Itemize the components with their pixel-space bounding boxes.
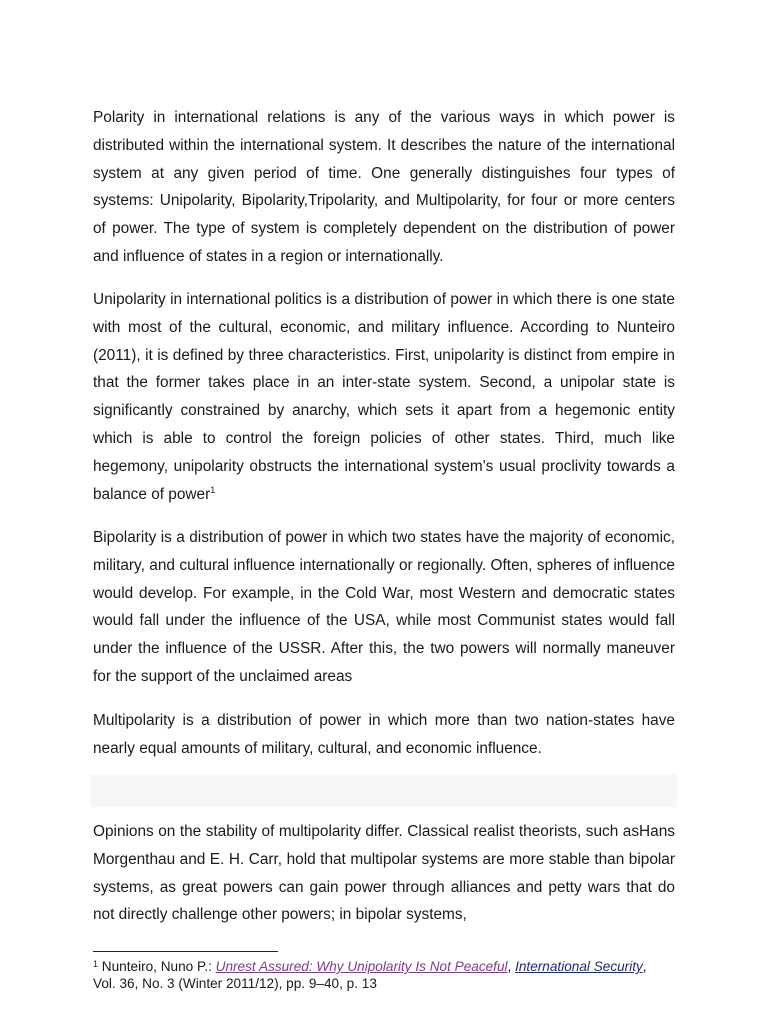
empty-shaded-block [90, 774, 677, 807]
paragraph-unipolarity-text: Unipolarity in international politics is a distribution of power in which there is one state with most of the cultural, economic, and military influence. According to Nunteiro (2011), it is defined by three characteristics. First, unipolarity is distinct from empire in that the former takes place in an inter-state system. Second, a unipolar state is significantly constrained by anarchy, which sets it apart from a hegemonic entity which is able to control the foreign policies of other states. Third, much like hegemony, unipolarity obstructs the international system's usual proclivity towards a balance of power [93, 291, 675, 503]
footnote-separator-text: , [507, 959, 516, 974]
paragraph-stability: Opinions on the stability of multipolarity differ. Classical realist theorists, such asHans Morgenthau and E. H. Carr, hold that multipolar systems are more stable than bipolar systems, as great powers can gain power through alliances and petty wars that do not directly challenge other powers; in bipolar systems, [93, 823, 675, 924]
paragraph-polarity: Polarity in international relations is any of the various ways in which power is distributed within the international system. It describes the nature of the international system at any given period of time. One generally distinguishes four types of systems: Unipolarity, Bipolarity,Tripolarity, and Multipolarity, for four or more centers of power. The type of system is completely dependent on the distribution of power and influence of states in a region or internationally. [93, 109, 675, 265]
paragraph-unipolarity [93, 286, 675, 508]
footnote-details: , Vol. 36, No. 3 (Winter 2011/12), pp. 9–40, p. 13 [93, 959, 647, 991]
footnote-reference[interactable]: 1 [210, 484, 216, 495]
footnote-marker: 1 [93, 959, 99, 969]
article-title-link[interactable]: Unrest Assured: Why Unipolarity Is Not Peaceful [215, 959, 508, 974]
footnote [93, 958, 653, 992]
paragraph-multipolarity: Multipolarity is a distribution of power in which more than two nation-states have nearly equal amounts of military, cultural, and economic influence. [93, 712, 675, 757]
footnote-author: Nunteiro, Nuno P.: [98, 959, 216, 974]
paragraph-bipolarity: Bipolarity is a distribution of power in which two states have the majority of economic, military, and cultural influence internationally or regionally. Often, spheres of influence would develop. For example, in the Cold War, most Western and democratic states would fall under the influence of the USA, while most Communist states would fall under the influence of the USSR. After this, the two powers will normally maneuver for the support of the unclaimed areas [93, 529, 675, 685]
footnote-separator [93, 951, 278, 952]
journal-link[interactable]: International Security [515, 959, 643, 974]
